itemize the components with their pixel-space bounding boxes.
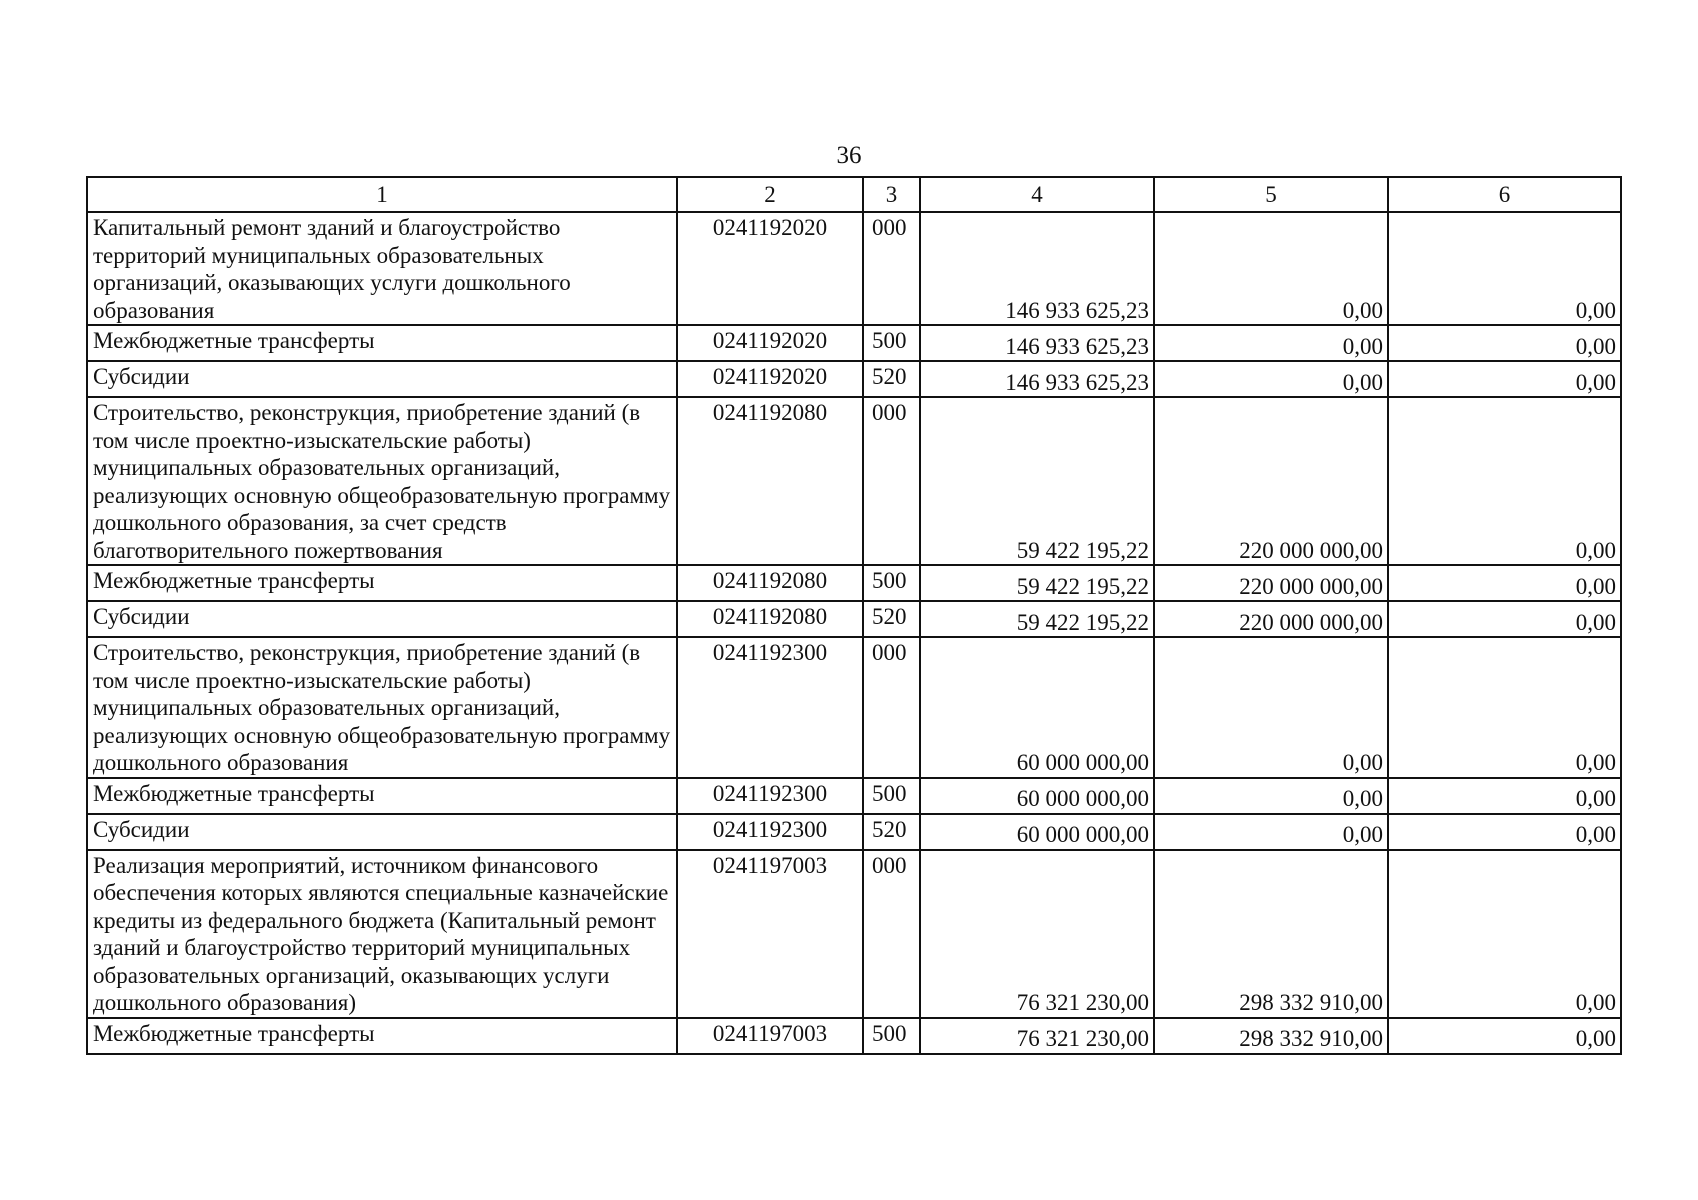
table-row (87, 325, 1621, 361)
column-header-1: 1 (87, 177, 677, 212)
row-amount-6: 0,00 (1388, 565, 1621, 601)
row-amount-5: 0,00 (1154, 325, 1388, 361)
row-amount-4: 146 933 625,23 (920, 361, 1154, 397)
row-amount-6: 0,00 (1388, 814, 1621, 850)
row-expense-type: 500 (863, 778, 920, 814)
column-header-4: 4 (920, 177, 1154, 212)
row-name: Межбюджетные трансферты (87, 1018, 677, 1054)
table-row (87, 361, 1621, 397)
row-name: Субсидии (87, 814, 677, 850)
row-amount-6: 0,00 (1388, 778, 1621, 814)
column-header-2: 2 (677, 177, 863, 212)
row-amount-5: 0,00 (1154, 814, 1388, 850)
table-row (87, 601, 1621, 637)
column-header-6: 6 (1388, 177, 1621, 212)
row-amount-6: 0,00 (1388, 397, 1621, 565)
row-code: 0241192300 (677, 778, 863, 814)
row-amount-5: 220 000 000,00 (1154, 565, 1388, 601)
row-expense-type: 520 (863, 814, 920, 850)
row-code: 0241192020 (677, 212, 863, 325)
row-code: 0241192300 (677, 814, 863, 850)
table-header-row (87, 177, 1621, 212)
row-expense-type: 500 (863, 325, 920, 361)
row-name: Субсидии (87, 601, 677, 637)
row-expense-type: 000 (863, 637, 920, 778)
row-amount-6: 0,00 (1388, 1018, 1621, 1054)
table-row (87, 212, 1621, 325)
row-amount-5: 298 332 910,00 (1154, 850, 1388, 1018)
row-expense-type: 000 (863, 850, 920, 1018)
row-expense-type: 520 (863, 601, 920, 637)
column-header-5: 5 (1154, 177, 1388, 212)
row-name: Межбюджетные трансферты (87, 778, 677, 814)
row-expense-type: 500 (863, 1018, 920, 1054)
row-name: Межбюджетные трансферты (87, 565, 677, 601)
table-row (87, 565, 1621, 601)
column-header-3: 3 (863, 177, 920, 212)
row-name: Строительство, реконструкция, приобретение зданий (в том числе проектно-изыскательские работы) муниципальных образовательных организаций, реализующих основную общеобразовательную программу дошкольного образования (87, 637, 677, 778)
row-amount-5: 0,00 (1154, 361, 1388, 397)
row-name: Межбюджетные трансферты (87, 325, 677, 361)
row-amount-5: 0,00 (1154, 778, 1388, 814)
row-expense-type: 000 (863, 397, 920, 565)
row-code: 0241197003 (677, 850, 863, 1018)
row-code: 0241192080 (677, 397, 863, 565)
row-expense-type: 500 (863, 565, 920, 601)
row-code: 0241197003 (677, 1018, 863, 1054)
row-expense-type: 520 (863, 361, 920, 397)
row-expense-type: 000 (863, 212, 920, 325)
row-code: 0241192080 (677, 565, 863, 601)
row-amount-6: 0,00 (1388, 361, 1621, 397)
row-amount-5: 220 000 000,00 (1154, 397, 1388, 565)
row-amount-4: 76 321 230,00 (920, 1018, 1154, 1054)
row-amount-5: 298 332 910,00 (1154, 1018, 1388, 1054)
row-amount-6: 0,00 (1388, 212, 1621, 325)
row-name: Реализация мероприятий, источником финансового обеспечения которых являются специальные казначейские кредиты из федерального бюджета (Капитальный ремонт зданий и благоустройство территорий муниципальных образовательных организаций, оказывающих услуги дошкольного образования) (87, 850, 677, 1018)
row-name: Капитальный ремонт зданий и благоустройство территорий муниципальных образовательных организаций, оказывающих услуги дошкольного образования (87, 212, 677, 325)
row-amount-4: 76 321 230,00 (920, 850, 1154, 1018)
table-row (87, 1018, 1621, 1054)
row-amount-5: 220 000 000,00 (1154, 601, 1388, 637)
table-row (87, 397, 1621, 565)
table-row (87, 814, 1621, 850)
table-row (87, 778, 1621, 814)
row-amount-4: 59 422 195,22 (920, 565, 1154, 601)
row-code: 0241192020 (677, 325, 863, 361)
row-amount-4: 60 000 000,00 (920, 778, 1154, 814)
row-amount-4: 59 422 195,22 (920, 397, 1154, 565)
row-amount-4: 146 933 625,23 (920, 212, 1154, 325)
row-amount-5: 0,00 (1154, 212, 1388, 325)
row-code: 0241192080 (677, 601, 863, 637)
row-name: Строительство, реконструкция, приобретение зданий (в том числе проектно-изыскательские работы) муниципальных образовательных организаций, реализующих основную общеобразовательную программу дошкольного образования, за счет средств благотворительного пожертвования (87, 397, 677, 565)
row-amount-4: 60 000 000,00 (920, 814, 1154, 850)
row-name: Субсидии (87, 361, 677, 397)
row-amount-4: 60 000 000,00 (920, 637, 1154, 778)
row-amount-6: 0,00 (1388, 850, 1621, 1018)
table-row (87, 850, 1621, 1018)
row-code: 0241192300 (677, 637, 863, 778)
row-code: 0241192020 (677, 361, 863, 397)
row-amount-6: 0,00 (1388, 601, 1621, 637)
page-number: 36 (836, 142, 862, 169)
row-amount-4: 146 933 625,23 (920, 325, 1154, 361)
table-row (87, 637, 1621, 778)
row-amount-4: 59 422 195,22 (920, 601, 1154, 637)
row-amount-5: 0,00 (1154, 637, 1388, 778)
row-amount-6: 0,00 (1388, 325, 1621, 361)
row-amount-6: 0,00 (1388, 637, 1621, 778)
budget-table (86, 176, 1622, 1055)
